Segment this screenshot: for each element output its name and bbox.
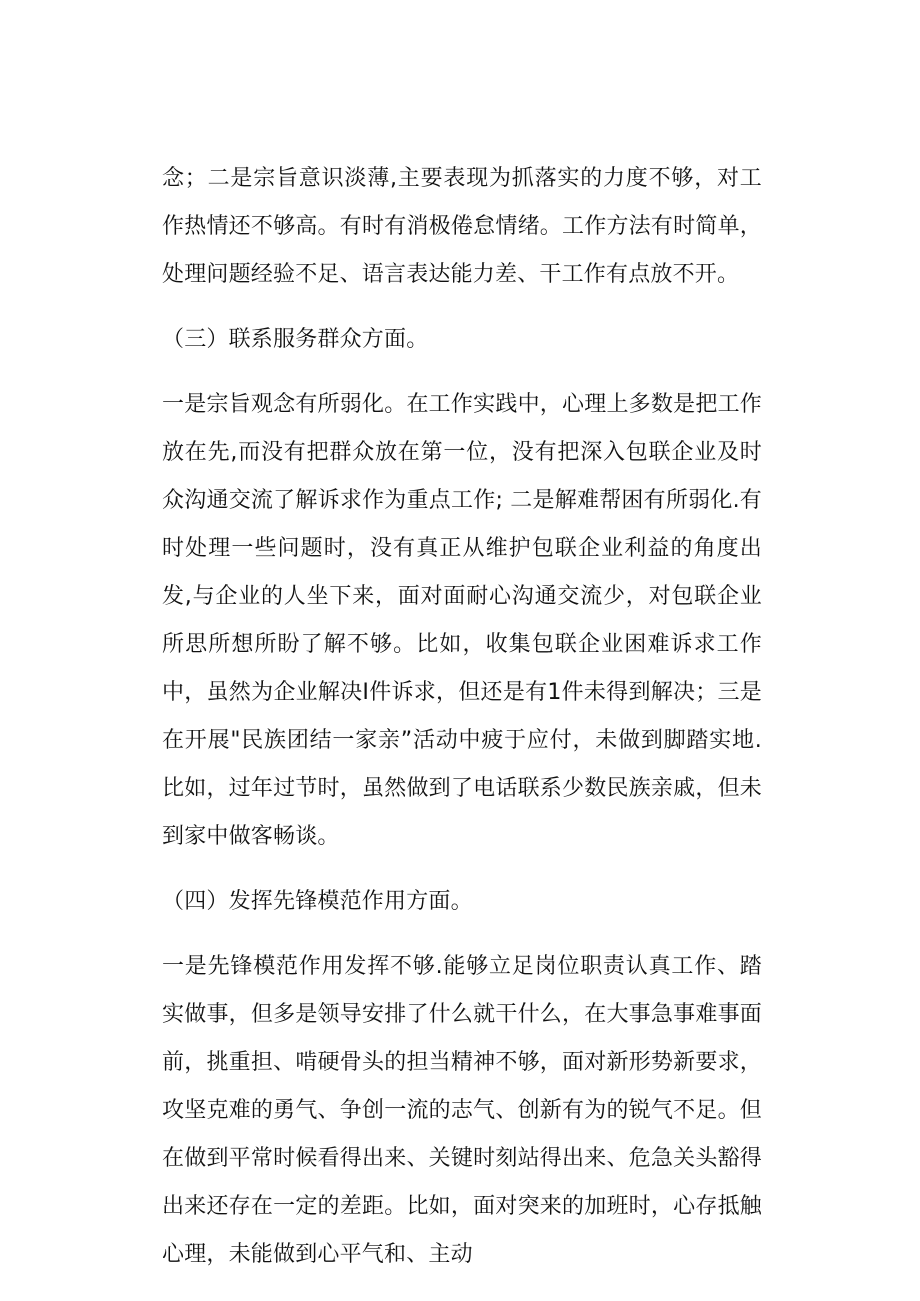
document-body [162, 155, 762, 1296]
paragraph-vanguard-role: 一是先锋模范作用发挥不够.能够立足岗位职责认真工作、踏实做事，但多是领导安排了什么就干什么，在大事急事难事面前，挑重担、啃硬骨头的担当精神不够，面对新形势新要求，攻坚克难的勇气、争创一流的志气、创新有为的锐气不足。但在做到平常时候看得出来、关键时刻站得出来、危急关头豁得出来还存在一定的差距。比如，面对突来的加班时，心存抵触心理，未能做到心平气和、主动 [162, 954, 762, 1267]
section-heading-4: （四）发挥先锋模范作用方面。 [162, 889, 473, 914]
section-heading-3: （三）联系服务群众方面。 [162, 327, 429, 352]
paragraph-mass-service: 一是宗旨观念有所弱化。在工作实践中，心理上多数是把工作放在先,而没有把群众放在第一位，没有把深入包联企业及时众沟通交流了解诉求作为重点工作; 二是解难帮困有所弱化.有时处理一些问题时，没有真正从维护包联企业利益的角度出发,与企业的人坐下来，面对面耐心沟通交流少，对包联企业所思所想所盼了解不够。比如，收集包联企业困难诉求工作中，虽然为企业解决I件诉求，但还是有1件未得到解决；三是在开展"民族团结一家亲”活动中疲于应付，未做到脚踏实地.比如，过年过节时，虽然做到了电话联系少数民族亲戚，但未到家中做客畅谈。 [162, 392, 762, 849]
paragraph-continuation: 念；二是宗旨意识淡薄,主要表现为抓落实的力度不够，对工作热情还不够高。有时有消极倦怠情绪。工作方法有时简单，处理问题经验不足、语言表达能力差、干工作有点放不开。 [162, 166, 762, 287]
